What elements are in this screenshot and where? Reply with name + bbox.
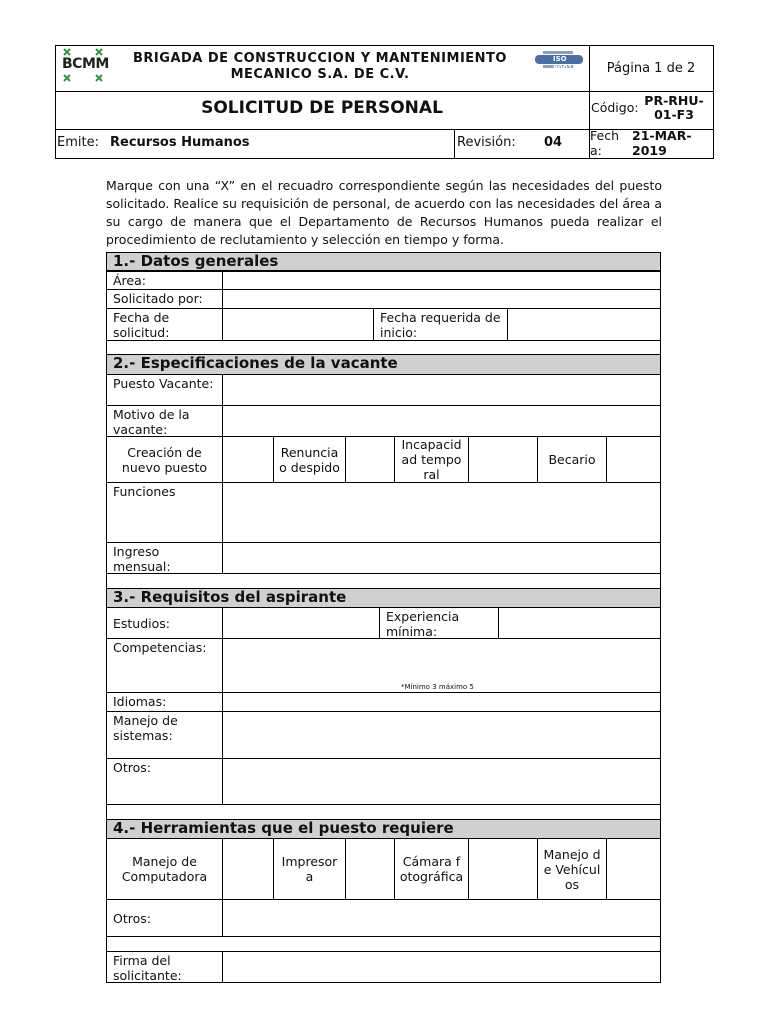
renuncia-checkbox[interactable] (345, 436, 395, 483)
competencias-label: Competencias: (106, 638, 223, 693)
herramientas-otros-label: Otros: (106, 899, 223, 937)
section-3-title: 3.- Requisitos del aspirante (106, 588, 661, 608)
becario-checkbox[interactable] (606, 436, 661, 483)
section-1-title: 1.- Datos generales (106, 252, 661, 271)
idiomas-field[interactable] (222, 692, 661, 712)
fecha-requerida-label: Fecha requerida de inicio: (373, 308, 508, 341)
revision-label: Revisión: (457, 135, 516, 150)
logo-text: BCMM (62, 56, 109, 72)
solicitado-field[interactable] (222, 289, 661, 309)
emite-value: Recursos Humanos (110, 135, 250, 150)
spacer-row (106, 340, 661, 355)
fecha-solicitud-field[interactable] (222, 308, 374, 341)
emite-label: Emite: (57, 135, 99, 150)
spacer-row (106, 804, 661, 820)
computadora-checkbox[interactable] (222, 838, 274, 900)
estudios-label: Estudios: (106, 607, 223, 639)
motivo-field[interactable] (222, 405, 661, 437)
impresora-option: Impresora (273, 838, 346, 900)
funciones-field[interactable] (222, 482, 661, 543)
company-logo (60, 47, 109, 83)
firma-label: Firma del solicitante: (106, 951, 223, 983)
renuncia-option: Renuncia o despido (273, 436, 346, 483)
competencias-note: *Mínimo 3 máximo 5 (401, 683, 474, 691)
otros-field[interactable] (222, 758, 661, 805)
section-4-title: 4.- Herramientas que el puesto requiere (106, 819, 661, 839)
experiencia-field[interactable] (498, 607, 661, 639)
document-title: SOLICITUD DE PERSONAL (201, 98, 443, 118)
fecha-requerida-field[interactable] (507, 308, 661, 341)
area-label: Área: (106, 271, 223, 290)
fecha-label: Fecha: (590, 128, 619, 158)
intro-paragraph: Marque con una “X” en el recuadro correspondiente según las necesidades del puesto solicitado. Realice su requisición de personal, de acuerdo con las necesidades del área a su cargo de manera que el Departamento de Recursos Humanos pueda realizar el procedimiento de reclutamiento y selección en tiempo y forma. (106, 178, 662, 247)
code-value: PR-RHU-01-F3 (644, 93, 704, 122)
ingreso-label: Ingreso mensual: (106, 542, 223, 574)
iso-badge (533, 49, 585, 71)
incapacidad-option: Incapacidad temporal (394, 436, 469, 483)
ingreso-field[interactable] (222, 542, 661, 574)
firma-field[interactable] (222, 951, 661, 983)
experiencia-label: Experiencia mínima: (379, 607, 499, 639)
camara-checkbox[interactable] (468, 838, 538, 900)
motivo-label: Motivo de la vacante: (106, 405, 223, 437)
impresora-checkbox[interactable] (345, 838, 395, 900)
estudios-field[interactable] (222, 607, 380, 639)
page-number: Página 1 de 2 (606, 61, 696, 76)
company-name: BRIGADA DE CONSTRUCCION Y MANTENIMIENTO MECANICO S.A. DE C.V. (133, 51, 507, 82)
funciones-label: Funciones (106, 482, 223, 543)
iso-badge-text: ISO 9001 (553, 55, 573, 72)
vehiculos-option: Manejo de Vehículos (537, 838, 607, 900)
puesto-field[interactable] (222, 374, 661, 406)
area-field[interactable] (222, 271, 661, 290)
section-2-title: 2.- Especificaciones de la vacante (106, 354, 661, 375)
request-form (106, 252, 661, 983)
spacer-row (106, 936, 661, 952)
herramientas-otros-field[interactable] (222, 899, 661, 937)
sistemas-field[interactable] (222, 711, 661, 759)
computadora-option: Manejo de Computadora (106, 838, 223, 900)
idiomas-label: Idiomas: (106, 692, 223, 712)
otros-label: Otros: (106, 758, 223, 805)
vehiculos-checkbox[interactable] (606, 838, 661, 900)
creacion-option: Creación de nuevo puesto (106, 436, 223, 483)
puesto-label: Puesto Vacante: (106, 374, 223, 406)
incapacidad-checkbox[interactable] (468, 436, 538, 483)
fecha-solicitud-label: Fecha de solicitud: (106, 308, 223, 341)
solicitado-label: Solicitado por: (106, 289, 223, 309)
becario-option: Becario (537, 436, 607, 483)
revision-value: 04 (544, 135, 563, 150)
sistemas-label: Manejo de sistemas: (106, 711, 223, 759)
code-label: Código: (591, 100, 639, 115)
fecha-value: 21-MAR-2019 (632, 128, 692, 158)
creacion-checkbox[interactable] (222, 436, 274, 483)
camara-option: Cámara fotográfica (394, 838, 469, 900)
competencias-field[interactable] (222, 638, 661, 693)
spacer-row (106, 573, 661, 589)
